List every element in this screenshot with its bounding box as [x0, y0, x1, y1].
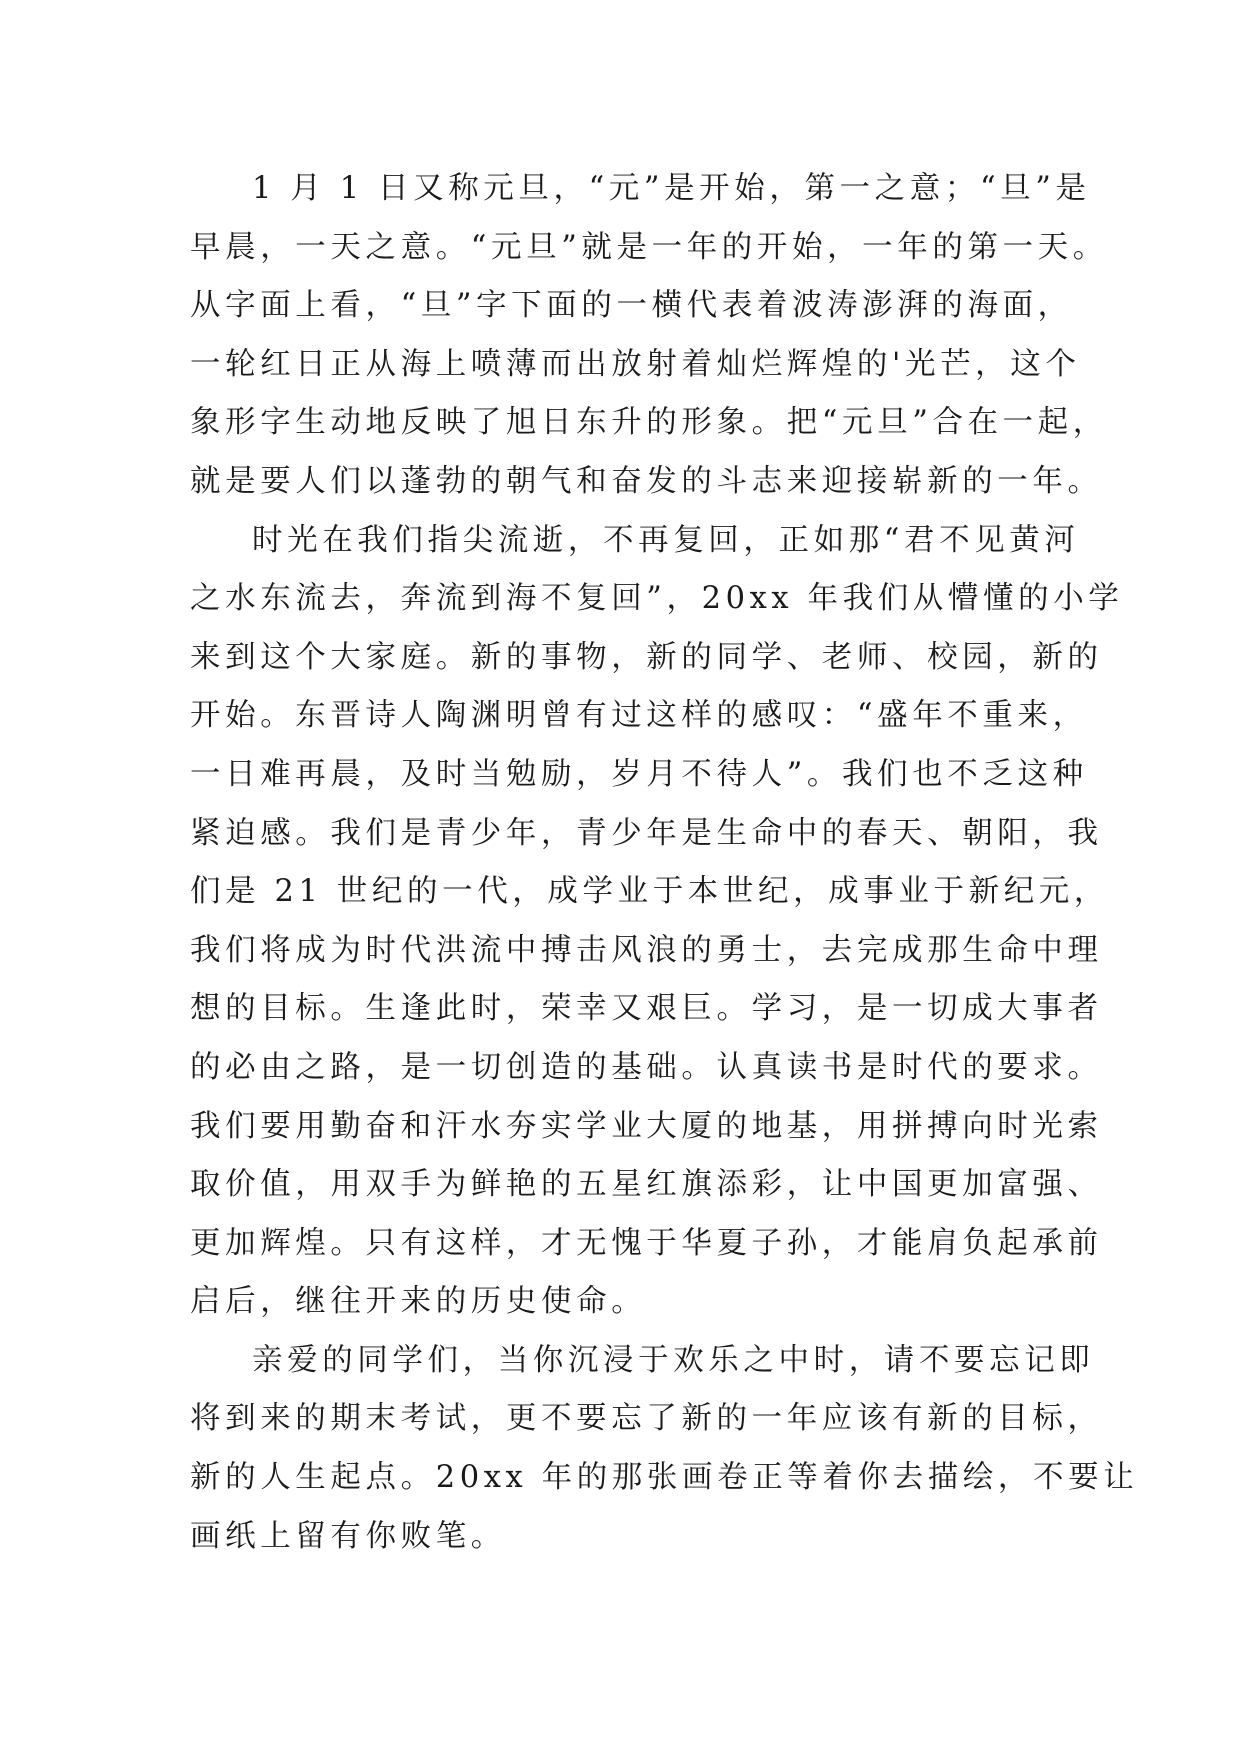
body-text: [190, 160, 1139, 1566]
text-line: 时光在我们指尖流逝，不再复回，正如那“君不见黄河: [252, 522, 1080, 558]
text-line: 象形字生动地反映了旭日东升的形象。把“元旦”合在一起，: [190, 405, 1108, 441]
text-line: 来到这个大家庭。新的事物，新的同学、老师、校园，新的: [190, 639, 1103, 675]
text-line: 亲爱的同学们，当你沉浸于欢乐之中时，请不要忘记即: [252, 1342, 1095, 1378]
text-line: 们是 21 世纪的一代，成学业于本世纪，成事业于新纪元，: [190, 874, 1109, 910]
text-line: 从字面上看，“旦”字下面的一横代表着波涛澎湃的海面，: [190, 288, 1073, 324]
text-line: 我们要用勤奋和汗水夯实学业大厦的地基，用拼搏向时光索: [190, 1108, 1103, 1144]
text-line: 1 月 1 日又称元旦，“元”是开始，第一之意；“旦”是: [252, 171, 1091, 206]
text-line: 一轮红日正从海上喷薄而出放射着灿烂辉煌的'光芒，这个: [190, 346, 1081, 382]
text-line: 更加辉煌。只有这样，才无愧于华夏子孙，才能肩负起承前: [190, 1225, 1103, 1261]
text-line: 想的目标。生逢此时，荣幸又艰巨。学习，是一切成大事者: [190, 991, 1103, 1027]
text-line: 启后，继往开来的历史使命。: [190, 1284, 647, 1320]
text-line: 就是要人们以蓬勃的朝气和奋发的斗志来迎接崭新的一年。: [190, 463, 1103, 499]
text-line: 取价值，用双手为鲜艳的五星红旗添彩，让中国更加富强、: [190, 1167, 1103, 1203]
text-line: 之水东流去，奔流到海不复回”，20xx 年我们从懵懂的小学: [190, 581, 1124, 617]
text-line: 紧迫感。我们是青少年，青少年是生命中的春天、朝阳，我: [190, 815, 1103, 851]
text-line: 我们将成为时代洪流中搏击风浪的勇士，去完成那生命中理: [190, 932, 1103, 968]
text-line: 新的人生起点。20xx 年的那张画卷正等着你去描绘，不要让: [190, 1460, 1139, 1496]
text-line: 的必由之路，是一切创造的基础。认真读书是时代的要求。: [190, 1049, 1103, 1085]
text-line: 一日难再晨，及时当勉励，岁月不待人”。我们也不乏这种: [190, 756, 1088, 792]
text-line: 将到来的期末考试，更不要忘了新的一年应该有新的目标，: [190, 1401, 1103, 1437]
text-line: 开始。东晋诗人陶渊明曾有过这样的感叹：“盛年不重来，: [190, 698, 1088, 734]
text-line: 早晨，一天之意。“元旦”就是一年的开始，一年的第一天。: [190, 229, 1108, 265]
text-line: 画纸上留有你败笔。: [190, 1518, 506, 1554]
